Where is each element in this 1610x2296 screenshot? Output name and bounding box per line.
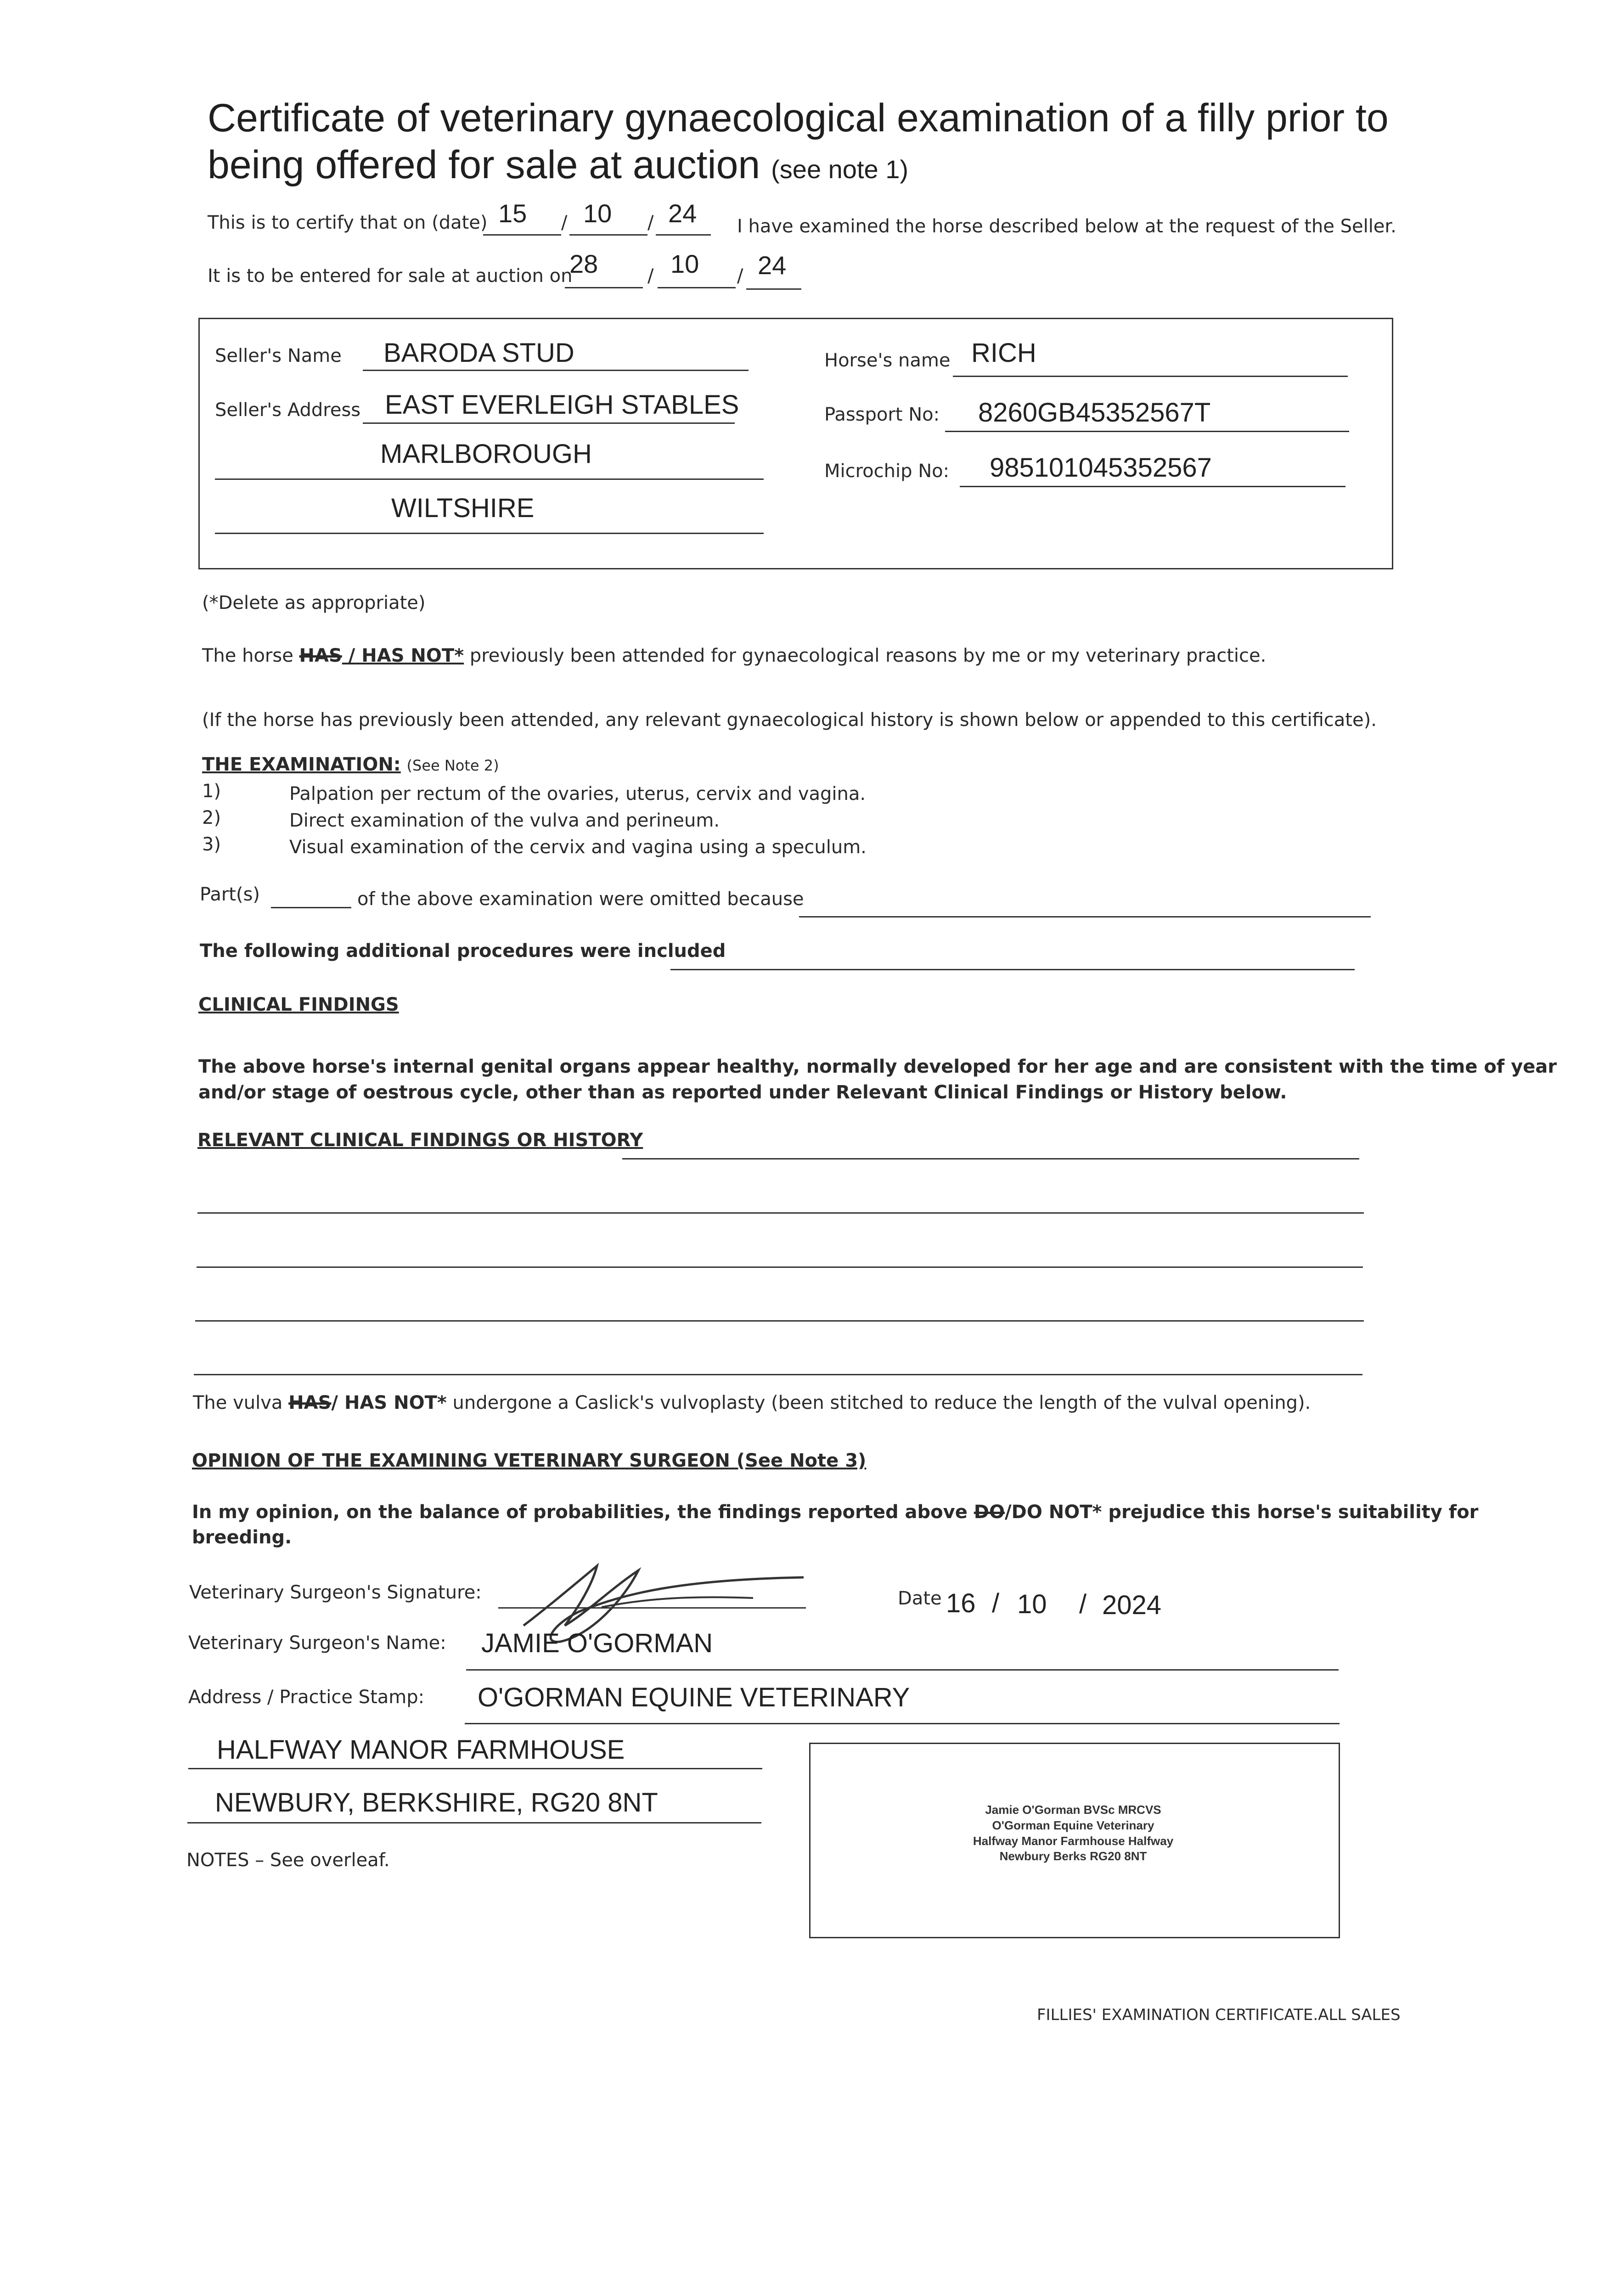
date-label: Date — [898, 1588, 942, 1609]
signature-label: Veterinary Surgeon's Signature: — [189, 1582, 482, 1603]
seller-address-label: Seller's Address — [215, 400, 361, 421]
date-slash-1: / — [992, 1588, 1000, 1618]
clinical-findings-text-1: The above horse's internal genital organs appear healthy, normally developed for her age and are consistent with the time of year — [198, 1056, 1557, 1077]
certificate-title-line1: Certificate of veterinary gynaecological examination of a filly prior to — [208, 96, 1389, 140]
date-separator: / — [647, 265, 654, 287]
surgeon-name-field[interactable]: JAMIE O'GORMAN — [481, 1628, 713, 1658]
seller-name-label: Seller's Name — [215, 345, 342, 366]
omitted-prefix: Part(s) — [200, 884, 260, 905]
omitted-reason-field[interactable] — [799, 916, 1371, 917]
footer-certificate-id: FILLIES' EXAMINATION CERTIFICATE.ALL SALES — [1037, 2006, 1401, 2024]
date-separator: / — [561, 212, 568, 233]
practice-address-label: Address / Practice Stamp: — [188, 1687, 425, 1708]
surgeon-name-label: Veterinary Surgeon's Name: — [188, 1632, 446, 1654]
seller-address-line3[interactable]: WILTSHIRE — [391, 493, 535, 523]
opinion-text-2: breeding. — [192, 1527, 292, 1548]
opinion-do-not[interactable]: /DO NOT* prejudice this horse's suitability for — [1005, 1502, 1479, 1523]
stamp-line-3: Halfway Manor Farmhouse Halfway — [973, 1834, 1174, 1848]
attended-has-not[interactable]: / HAS NOT* — [342, 645, 464, 666]
opinion-text-1: In my opinion, on the balance of probabilities, the findings reported above DO/DO NOT* prejudice this horse's suitability for — [192, 1502, 1479, 1523]
auction-date-year[interactable]: 24 — [758, 251, 787, 280]
vulva-has-not[interactable]: / HAS NOT* — [331, 1392, 447, 1413]
auction-date-day[interactable]: 28 — [569, 249, 598, 278]
signature-date-year[interactable]: 2024 — [1102, 1590, 1162, 1620]
practice-address-line2[interactable]: HALFWAY MANOR FARMHOUSE — [217, 1735, 625, 1765]
clinical-findings-text-2: and/or stage of oestrous cycle, other than as reported under Relevant Clinical Findings or History below. — [198, 1082, 1287, 1103]
relevant-findings-line-3[interactable] — [197, 1266, 1363, 1268]
title-note: (see note 1) — [771, 155, 908, 184]
horse-name-label: Horse's name — [824, 350, 951, 371]
relevant-findings-line-1[interactable] — [622, 1158, 1359, 1159]
passport-number-field[interactable]: 8260GB45352567T — [978, 398, 1211, 428]
opinion-do-struck[interactable]: DO — [974, 1502, 1005, 1523]
vulva-has-struck[interactable]: HAS — [288, 1392, 332, 1413]
practice-address-line1[interactable]: O'GORMAN EQUINE VETERINARY — [478, 1683, 910, 1712]
certify-prefix: This is to certify that on (date) — [208, 212, 488, 233]
seller-name-field[interactable]: BARODA STUD — [383, 338, 574, 368]
certify-suffix: I have examined the horse described below at the request of the Seller. — [737, 216, 1396, 237]
history-note: (If the horse has previously been attended, any relevant gynaecological history is shown below or appended to this certificate). — [202, 709, 1377, 731]
practice-address-line3[interactable]: NEWBURY, BERKSHIRE, RG20 8NT — [215, 1788, 658, 1818]
additional-procedures-field[interactable] — [670, 969, 1355, 970]
microchip-label: Microchip No: — [824, 461, 950, 482]
examination-item-1-text: Palpation per rectum of the ovaries, uterus, cervix and vagina. — [289, 783, 866, 805]
examination-item-3-text: Visual examination of the cervix and vagina using a speculum. — [289, 837, 867, 858]
omitted-middle: of the above examination were omitted because — [357, 889, 804, 910]
notes-overleaf: NOTES – See overleaf. — [186, 1850, 390, 1871]
auction-prefix: It is to be entered for sale at auction on — [208, 265, 573, 287]
seller-horse-details-box — [198, 318, 1393, 569]
signature-date-month[interactable]: 10 — [1017, 1589, 1047, 1619]
seller-address-line1[interactable]: EAST EVERLEIGH STABLES — [385, 390, 739, 420]
examination-heading: THE EXAMINATION: (See Note 2) — [202, 754, 499, 775]
relevant-findings-line-4[interactable] — [195, 1320, 1364, 1322]
stamp-line-4: Newbury Berks RG20 8NT — [999, 1849, 1147, 1863]
exam-date-year[interactable]: 24 — [668, 199, 697, 228]
additional-procedures-label: The following additional procedures were included — [200, 940, 726, 962]
horse-name-field[interactable]: RICH — [971, 338, 1036, 368]
stamp-line-1: Jamie O'Gorman BVSc MRCVS — [985, 1803, 1161, 1817]
vulva-statement: The vulva HAS/ HAS NOT* undergone a Caslick's vulvoplasty (been stitched to reduce the length of the vulval opening). — [193, 1392, 1311, 1413]
exam-date-day[interactable]: 15 — [498, 199, 527, 228]
clinical-findings-heading: CLINICAL FINDINGS — [198, 994, 399, 1015]
microchip-number-field[interactable]: 985101045352567 — [990, 453, 1212, 483]
examination-item-3-num: 3) — [202, 834, 221, 855]
date-slash-2: / — [1079, 1589, 1087, 1619]
delete-note: (*Delete as appropriate) — [202, 592, 426, 613]
stamp-line-2: O'Gorman Equine Veterinary — [992, 1818, 1154, 1832]
exam-date-month[interactable]: 10 — [583, 199, 612, 228]
relevant-findings-heading: RELEVANT CLINICAL FINDINGS OR HISTORY — [197, 1130, 643, 1151]
relevant-findings-line-2[interactable] — [197, 1212, 1364, 1214]
passport-label: Passport No: — [824, 404, 940, 425]
attended-has-struck[interactable]: HAS — [299, 645, 342, 666]
date-separator: / — [647, 212, 654, 233]
relevant-findings-line-5[interactable] — [194, 1374, 1362, 1375]
attended-statement: The horse HAS / HAS NOT* previously been attended for gynaecological reasons by me or my veterinary practice. — [202, 645, 1267, 666]
signature-date-day[interactable]: 16 — [946, 1588, 976, 1618]
examination-item-2-text: Direct examination of the vulva and perineum. — [289, 810, 720, 831]
opinion-heading: OPINION OF THE EXAMINING VETERINARY SURGEON (See Note 3) — [192, 1450, 867, 1471]
examination-item-2-num: 2) — [202, 807, 221, 828]
practice-stamp — [809, 1802, 1337, 1864]
seller-address-line2[interactable]: MARLBOROUGH — [380, 439, 592, 469]
date-separator: / — [737, 265, 743, 287]
certificate-title-line2: being offered for sale at auction (see note 1) — [208, 143, 908, 187]
examination-item-1-num: 1) — [202, 781, 221, 802]
auction-date-month[interactable]: 10 — [670, 249, 699, 278]
